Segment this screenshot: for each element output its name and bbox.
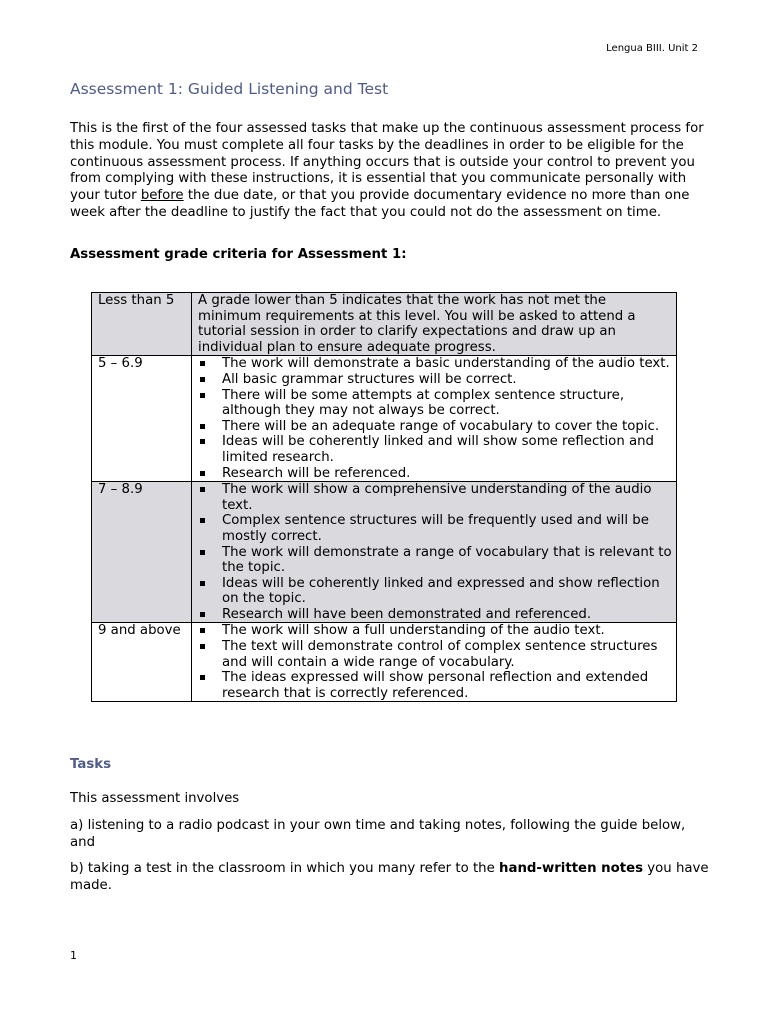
document-title: Assessment 1: Guided Listening and Test (70, 80, 389, 98)
list-item: Complex sentence structures will be frequently used and will be mostly correct. (198, 513, 672, 544)
intro-text-part2: the due date, or that you provide documentary evidence no more than one week after the deadline to justify the fact that you could not do the assessment on time. (70, 188, 690, 220)
grade-range: Less than 5 (92, 293, 192, 356)
task-b-bold-text: hand-written notes (499, 861, 644, 876)
grade-range: 7 – 8.9 (92, 482, 192, 623)
criteria-list (198, 356, 672, 481)
list-item: Ideas will be coherently linked and expressed and show reflection on the topic. (198, 576, 672, 607)
list-item: Research will be referenced. (198, 466, 672, 482)
table-row (92, 356, 677, 482)
grade-criteria-cell (192, 623, 677, 702)
list-item: Ideas will be coherently linked and will show some reflection and limited research. (198, 434, 672, 465)
page-number: 1 (70, 949, 77, 962)
page-header: Lengua BIII. Unit 2 (606, 43, 698, 54)
intro-text-part1: This is the first of the four assessed tasks that make up the continuous assessment process for this module. You must complete all four tasks by the deadlines in order to be eligible for the continuous assessment process. If anything occurs that is outside your control to prevent you from complying with these instructions, it is essential that you communicate personally with your tutor (70, 121, 704, 204)
grade-range: 5 – 6.9 (92, 356, 192, 482)
list-item: Research will have been demonstrated and referenced. (198, 607, 672, 623)
list-item: All basic grammar structures will be correct. (198, 372, 672, 388)
task-item-a: a) listening to a radio podcast in your own time and taking notes, following the guide below, and (70, 818, 686, 850)
list-item: There will be some attempts at complex sentence structure, although they may not always be correct. (198, 388, 672, 419)
task-b-text-part2: you have made. (70, 861, 709, 893)
grade-range: 9 and above (92, 623, 192, 702)
list-item: The work will show a full understanding of the audio text. (198, 623, 672, 639)
grade-criteria-cell (192, 482, 677, 623)
list-item: The work will demonstrate a basic understanding of the audio text. (198, 356, 672, 372)
task-b-text-part1: b) taking a test in the classroom in which you many refer to the (70, 861, 499, 876)
grade-criteria-cell (192, 356, 677, 482)
criteria-list (198, 482, 672, 622)
list-item: The text will demonstrate control of complex sentence structures and will contain a wide range of vocabulary. (198, 639, 672, 670)
list-item: There will be an adequate range of vocabulary to cover the topic. (198, 419, 672, 435)
task-item-b (70, 861, 710, 895)
tasks-intro: This assessment involves (70, 791, 240, 806)
tasks-heading: Tasks (70, 757, 112, 772)
criteria-list (198, 623, 672, 701)
grade-description: A grade lower than 5 indicates that the work has not met the minimum requirements at this level. You will be asked to attend a tutorial session in order to clarify expectations and draw up an individual plan to ensure adequate progress. (192, 293, 677, 356)
table-row (92, 293, 677, 356)
intro-paragraph (70, 121, 710, 222)
grade-criteria-table (91, 292, 677, 702)
criteria-heading: Assessment grade criteria for Assessment 1: (70, 247, 407, 262)
list-item: The ideas expressed will show personal reflection and extended research that is correctly referenced. (198, 670, 672, 701)
intro-underlined-word: before (140, 188, 184, 204)
table-row (92, 623, 677, 702)
list-item: The work will show a comprehensive understanding of the audio text. (198, 482, 672, 513)
table-row (92, 482, 677, 623)
list-item: The work will demonstrate a range of vocabulary that is relevant to the topic. (198, 545, 672, 576)
